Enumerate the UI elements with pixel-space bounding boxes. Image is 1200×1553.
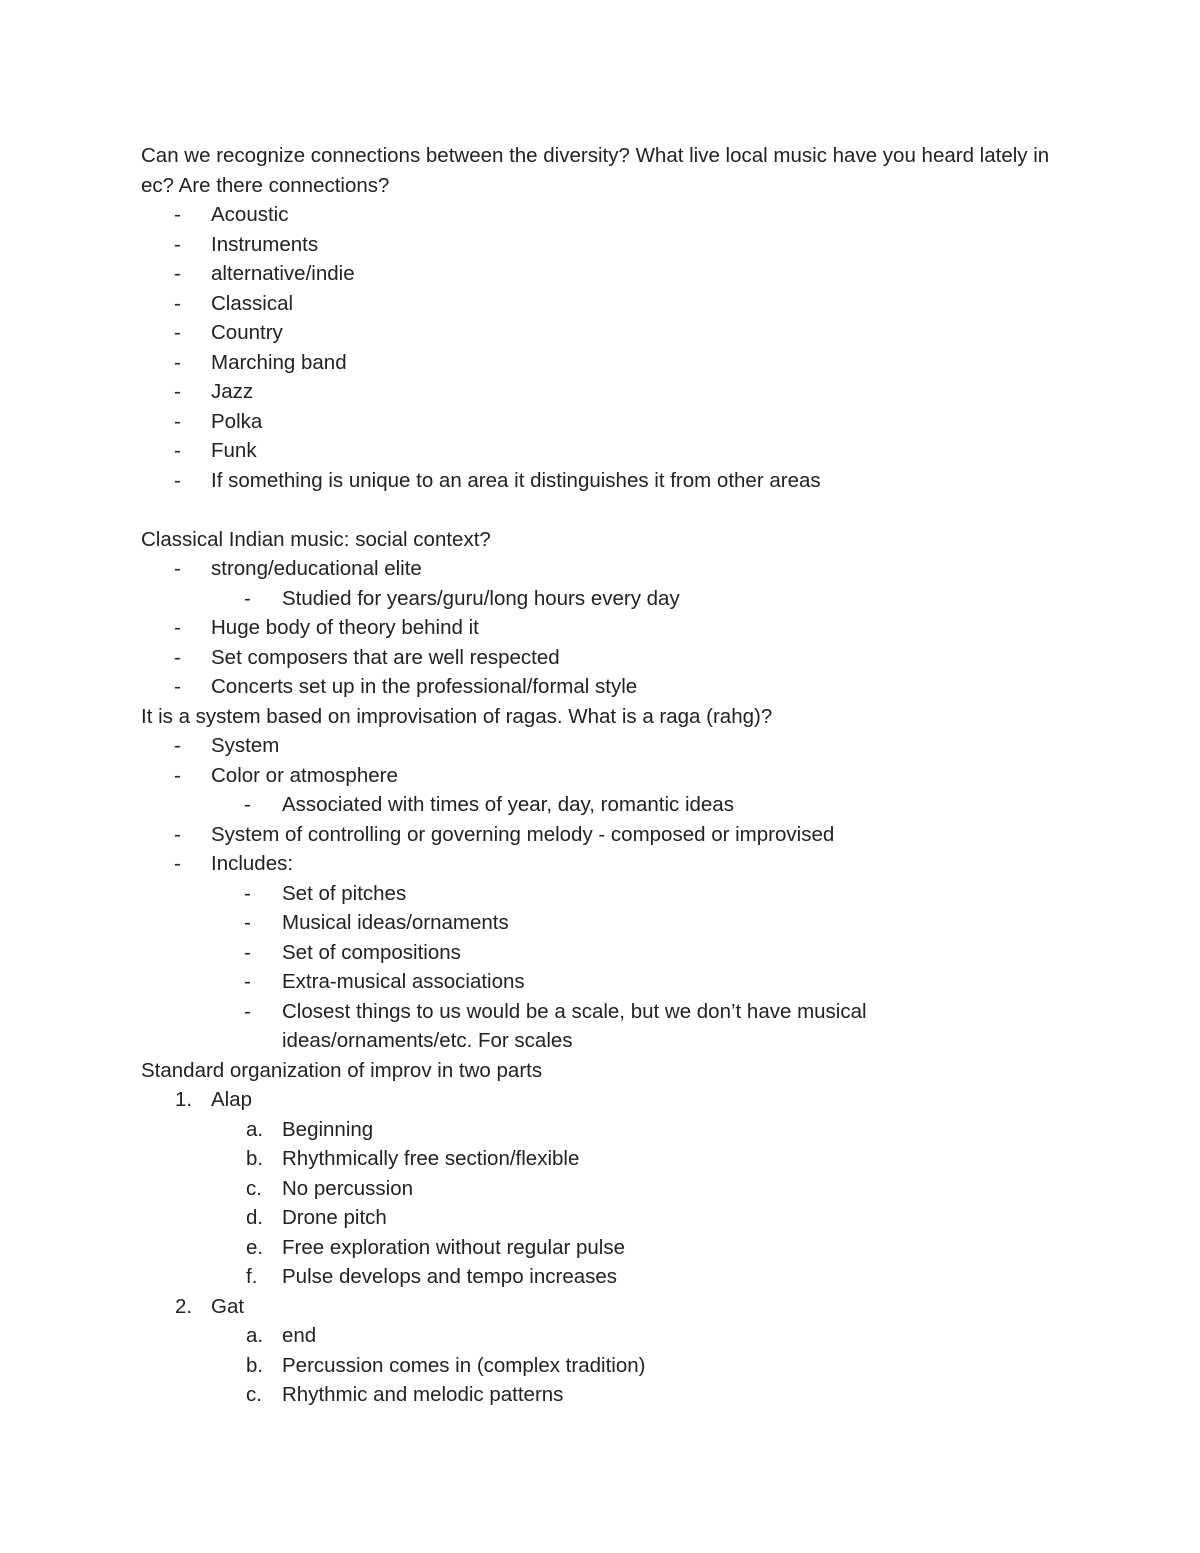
sub-list-item — [141, 967, 1061, 997]
lettered-item — [141, 1203, 1061, 1233]
document-body — [141, 141, 1061, 1410]
bullet-dash: - — [174, 380, 181, 403]
bullet-dash: - — [244, 999, 251, 1023]
lettered-item — [141, 1262, 1061, 1292]
section-heading-improv: Standard organization of improv in two parts — [141, 1058, 543, 1082]
bullet-dash: - — [174, 645, 181, 669]
list-item-text: Pulse develops and tempo increases — [282, 1265, 618, 1288]
sub-list-item — [141, 879, 1061, 909]
list-item-text: System of controlling or governing melody - composed or improvised — [211, 822, 835, 846]
bullet-dash: - — [244, 970, 251, 993]
list-item — [141, 348, 1061, 378]
bullet-dash: - — [174, 616, 181, 639]
bullet-dash: - — [174, 734, 181, 757]
list-item-text: Rhythmic and melodic patterns — [282, 1383, 564, 1406]
list-item-text: System — [211, 734, 280, 757]
list-item — [141, 377, 1061, 407]
bullet-dash: - — [174, 232, 181, 256]
sub-list — [211, 790, 1061, 820]
list-letter: a. — [246, 1324, 264, 1347]
list-item-text: Includes: — [211, 852, 294, 875]
lettered-item — [141, 1233, 1061, 1263]
list-letter: c. — [246, 1176, 262, 1200]
lettered-item — [141, 1321, 1061, 1351]
list-item — [141, 849, 1061, 1056]
list-item-text: Polka — [211, 409, 263, 433]
list-item-text: Classical — [211, 291, 294, 315]
bullet-dash: - — [174, 350, 181, 374]
list-item-text: If something is unique to an area it distinguishes it from other areas — [211, 468, 821, 492]
list-item-text: No percussion — [282, 1176, 414, 1200]
bullet-dash: - — [244, 793, 251, 816]
list-letter: b. — [246, 1147, 264, 1170]
list-item-text: Associated with times of year, day, romantic ideas — [282, 793, 734, 816]
list-number: 1. — [175, 1088, 193, 1111]
list-item-text: Concerts set up in the professional/formal style — [211, 675, 638, 698]
list-item-text: Set of pitches — [282, 881, 407, 905]
bullet-dash: - — [174, 468, 181, 492]
bullet-dash: - — [244, 911, 251, 934]
list-item — [141, 820, 1061, 850]
list-item-text: Color or atmosphere — [211, 763, 398, 787]
list-item — [141, 200, 1061, 230]
list-item — [141, 289, 1061, 319]
list-item-text: Percussion comes in (complex tradition) — [282, 1353, 646, 1377]
list-item-text: Musical ideas/ornaments — [282, 911, 509, 934]
list-letter: c. — [246, 1383, 262, 1406]
list-item-text: alternative/indie — [211, 262, 355, 285]
list-item — [141, 466, 1061, 496]
raga-list — [141, 731, 1061, 1056]
list-item-text: Set composers that are well respected — [211, 645, 560, 669]
sub-list-item — [141, 908, 1061, 938]
alap-sub-list — [211, 1115, 1061, 1292]
list-item — [141, 731, 1061, 761]
list-letter: b. — [246, 1353, 264, 1377]
list-item-text: Beginning — [282, 1117, 374, 1141]
list-item-text: Free exploration without regular pulse — [282, 1235, 625, 1259]
sub-list-item — [141, 997, 1061, 1056]
bullet-dash: - — [174, 675, 181, 698]
bullet-dash: - — [244, 586, 251, 610]
list-item-text: Marching band — [211, 350, 347, 374]
list-letter: a. — [246, 1117, 264, 1141]
lettered-item — [141, 1115, 1061, 1145]
list-item — [141, 613, 1061, 643]
list-item-text: Huge body of theory behind it — [211, 616, 479, 639]
bullet-dash: - — [174, 439, 181, 462]
bullet-dash: - — [174, 291, 181, 315]
list-item-text: Drone pitch — [282, 1206, 387, 1229]
list-item-text: Funk — [211, 439, 257, 462]
list-item-text: Jazz — [211, 380, 254, 403]
list-item — [141, 554, 1061, 613]
list-item-text: Alap — [211, 1088, 253, 1111]
improv-parts-list — [141, 1085, 1061, 1410]
gat-sub-list — [211, 1321, 1061, 1410]
sub-list-item — [141, 938, 1061, 968]
lettered-item — [141, 1380, 1061, 1410]
list-item — [141, 672, 1061, 702]
list-number: 2. — [175, 1294, 193, 1318]
bullet-dash: - — [174, 203, 181, 226]
list-item-text: Instruments — [211, 232, 319, 256]
bullet-dash: - — [174, 763, 181, 787]
list-item — [141, 761, 1061, 820]
list-item-text: Rhythmically free section/flexible — [282, 1147, 580, 1170]
bullet-dash: - — [174, 321, 181, 344]
list-item-text: Extra-musical associations — [282, 970, 525, 993]
lettered-item — [141, 1144, 1061, 1174]
intro-paragraph: Can we recognize connections between the diversity? What live local music have you heard lately in ec? Are there connections? — [141, 144, 1050, 197]
list-item — [141, 643, 1061, 673]
social-context-list — [141, 554, 1061, 702]
sub-list — [211, 584, 1061, 614]
list-item — [141, 318, 1061, 348]
bullet-dash: - — [174, 557, 181, 580]
sub-list-item — [141, 790, 1061, 820]
list-item — [141, 259, 1061, 289]
section-heading-raga: It is a system based on improvisation of ragas. What is a raga (rahg)? — [141, 704, 773, 728]
bullet-dash: - — [174, 262, 181, 285]
list-item — [141, 436, 1061, 466]
list-letter: e. — [246, 1235, 264, 1259]
numbered-item-gat — [141, 1292, 1061, 1410]
lettered-item — [141, 1351, 1061, 1381]
bullet-dash: - — [244, 881, 251, 905]
numbered-item-alap — [141, 1085, 1061, 1292]
list-item — [141, 407, 1061, 437]
bullet-dash: - — [174, 822, 181, 846]
list-item-text: Gat — [211, 1294, 245, 1318]
bullet-dash: - — [244, 940, 251, 964]
bullet-dash: - — [174, 852, 181, 875]
list-item-text: Set of compositions — [282, 940, 461, 964]
section-heading-indian-music: Classical Indian music: social context? — [141, 527, 491, 551]
bullet-dash: - — [174, 409, 181, 433]
list-item-text: Country — [211, 321, 283, 344]
list-item-text: Closest things to us would be a scale, but we don’t have musical ideas/ornaments/etc. For scales — [282, 999, 867, 1052]
includes-sub-list — [211, 879, 1061, 1056]
list-letter: d. — [246, 1206, 264, 1229]
list-item-text: end — [282, 1324, 317, 1347]
list-item-text: Studied for years/guru/long hours every day — [282, 586, 680, 610]
list-item — [141, 230, 1061, 260]
list-item-text: Acoustic — [211, 203, 289, 226]
sub-list-item — [141, 584, 1061, 614]
blank-line — [141, 495, 1061, 525]
music-types-list — [141, 200, 1061, 495]
list-item-text: strong/educational elite — [211, 557, 422, 580]
lettered-item — [141, 1174, 1061, 1204]
list-letter: f. — [246, 1265, 258, 1288]
